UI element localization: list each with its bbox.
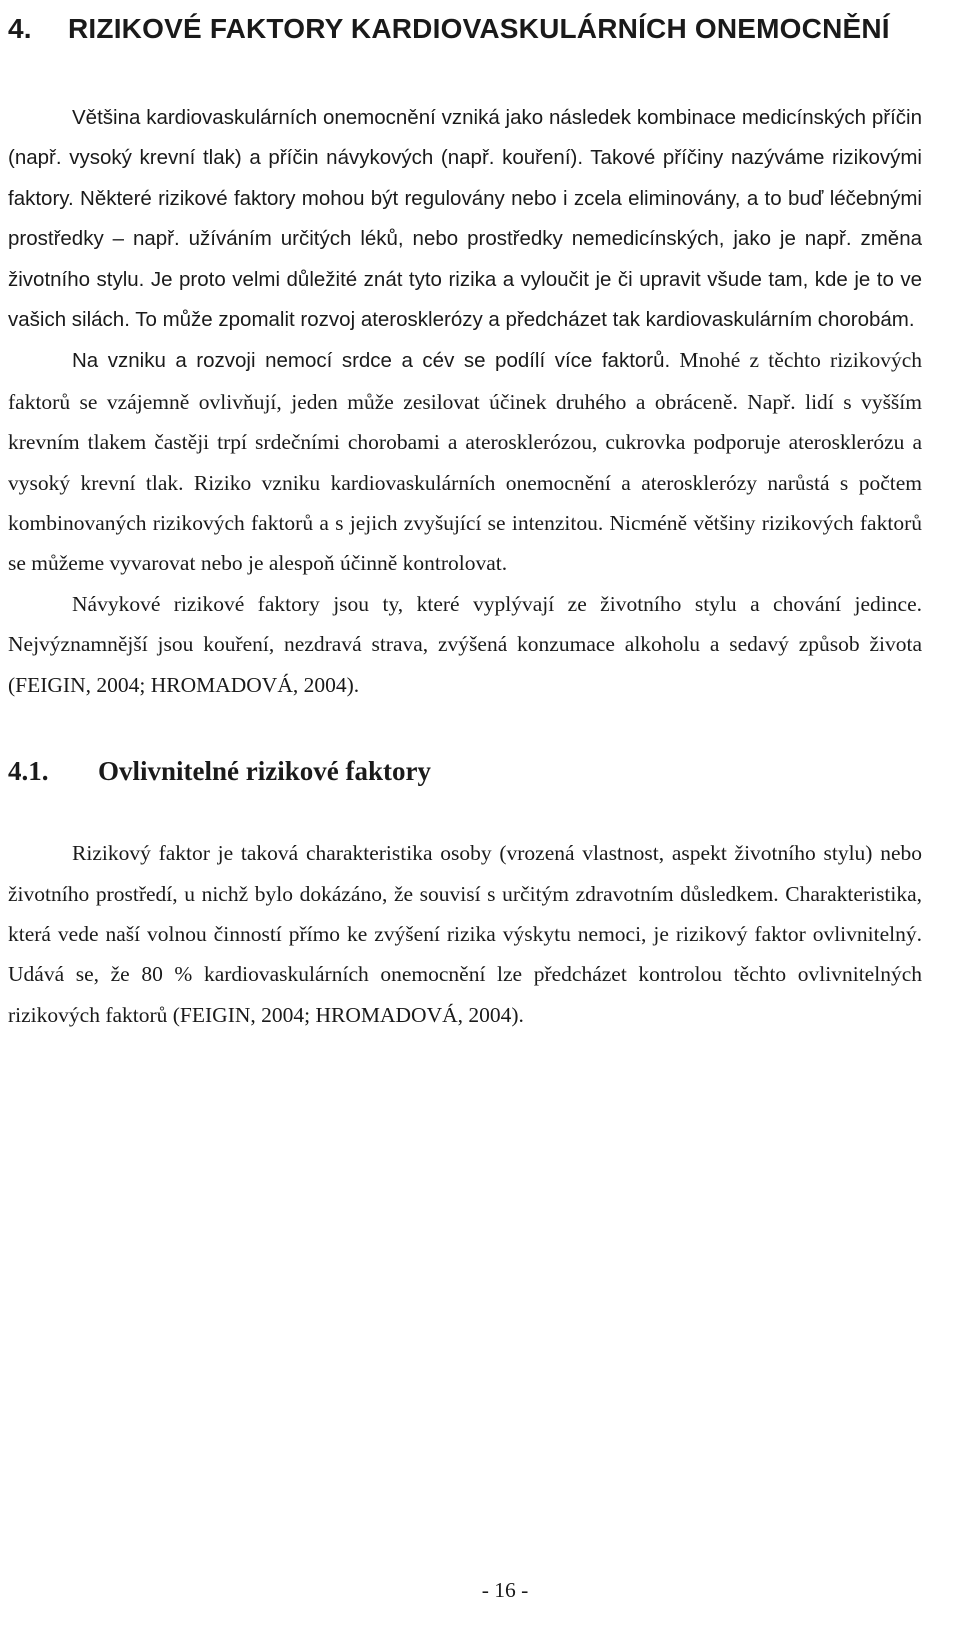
section-number: 4.1.: [8, 756, 49, 787]
section-heading: [8, 751, 922, 791]
paragraph-factors-lead: Na vzniku a rozvoji nemocí srdce a cév se podílí více faktorů.: [72, 349, 671, 373]
paragraph-habitual-factors: Návykové rizikové faktory jsou ty, které vyplývají ze životního stylu a chování jedince. Nejvýznamnější jsou kouření, nezdravá strava, zvýšená konzumace alkoholu a sedavý způsob života (FEIGIN, 2004; HROMADOVÁ, 2004).: [8, 591, 922, 697]
paragraph-factors: [8, 340, 922, 583]
chapter-number: 4.: [8, 13, 32, 44]
paragraph-risk-factor-definition: Rizikový faktor je taková charakteristika osoby (vrozená vlastnost, aspekt životního stylu) nebo životního prostředí, u nichž bylo dokázáno, že souvisí s určitým zdravotním důsledkem. Charakteristika, která vede naší volnou činností přímo ke zvýšení rizika výskytu nemoci, je rizikový faktor ovlivnitelný. Udává se, že 80 % kardiovaskulárních onemocnění lze předcházet kontrolou těchto ovlivnitelných rizikových faktorů (FEIGIN, 2004; HROMADOVÁ, 2004).: [8, 841, 922, 1027]
paragraph-factors-rest: Mnohé z těchto rizikových faktorů se vzájemně ovlivňují, jeden může zesilovat účinek druhého a obráceně. Např. lidí s vyšším krevním tlakem častěji trpí srdečními chorobami a aterosklerózou, cukrovka podporuje aterosklerózu a vysoký krevní tlak. Riziko vzniku kardiovaskulárních onemocnění a aterosklerózy narůstá s počtem kombinovaných rizikových faktorů a s jejich zvyšující se intenzitou. Nicméně většiny rizikových faktorů se můžeme vyvarovat nebo je alespoň účinně kontrolovat.: [8, 348, 922, 576]
chapter-heading: [8, 0, 922, 54]
section-title: Ovlivnitelné rizikové faktory: [98, 756, 431, 787]
paragraph-intro: Většina kardiovaskulárních onemocnění vzniká jako následek kombinace medicínských příčin (např. vysoký krevní tlak) a příčin návykových (např. kouření). Takové příčiny nazýváme rizikovými faktory. Některé rizikové faktory mohou být regulovány nebo i zcela eliminovány, a to buď léčebnými prostředky – např. užíváním určitých léků, nebo prostředky nemedicínských, jako je např. změna životního stylu. Je proto velmi důležité znát tyto rizika a vyloučit je či upravit všude tam, kde je to ve vašich silách. To může zpomalit rozvoj aterosklerózy a předcházet tak kardiovaskulárním chorobám.: [8, 106, 922, 332]
page-number: - 16 -: [481, 1578, 529, 1602]
chapter-title: RIZIKOVÉ FAKTORY KARDIOVASKULÁRNÍCH ONEMOCNĚNÍ: [68, 13, 890, 44]
